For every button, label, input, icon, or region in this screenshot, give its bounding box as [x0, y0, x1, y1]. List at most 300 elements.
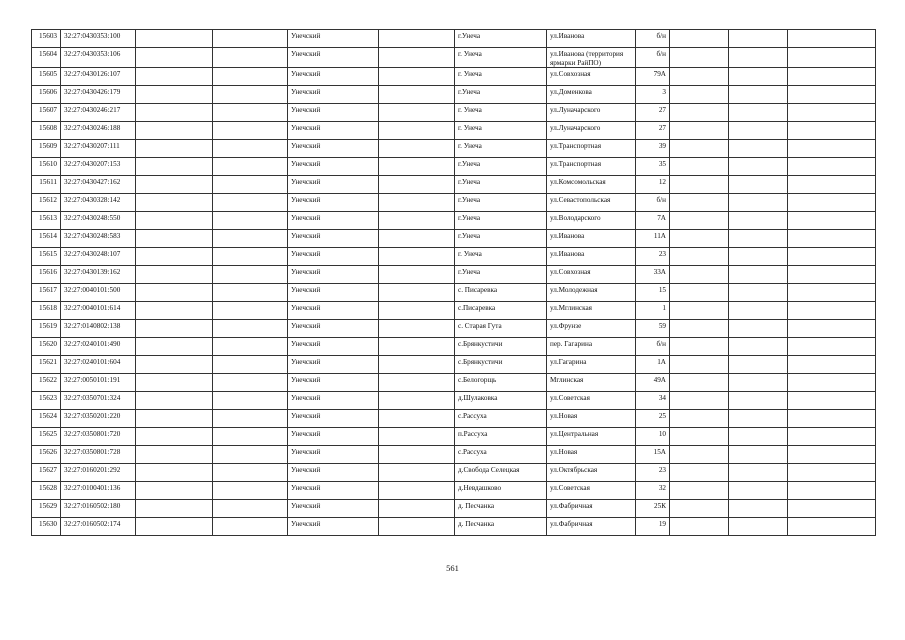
col-empty-6-cell: [788, 212, 876, 230]
house-number-cell: 3: [636, 86, 670, 104]
cadastral-number-cell: 32:27:0430248:107: [61, 248, 136, 266]
record-number-cell: 15620: [32, 338, 61, 356]
house-number-cell: б/н: [636, 194, 670, 212]
settlement-cell: с.Рассуха: [455, 410, 547, 428]
street-cell: ул.Фабричная: [547, 518, 636, 536]
col-empty-5-cell: [729, 518, 788, 536]
cadastral-number-cell: 32:27:0350701:324: [61, 392, 136, 410]
col-empty-1-cell: [136, 68, 213, 86]
record-number-cell: 15610: [32, 158, 61, 176]
table-row: [32, 140, 876, 158]
col-empty-6-cell: [788, 464, 876, 482]
district-cell: Унечский: [288, 284, 379, 302]
col-empty-6-cell: [788, 140, 876, 158]
house-number-cell: 7А: [636, 212, 670, 230]
street-cell: ул.Володарского: [547, 212, 636, 230]
col-empty-2-cell: [213, 140, 288, 158]
col-empty-4-cell: [670, 446, 729, 464]
district-cell: Унечский: [288, 194, 379, 212]
col-empty-1-cell: [136, 320, 213, 338]
settlement-cell: с. Писаревка: [455, 284, 547, 302]
col-empty-5-cell: [729, 410, 788, 428]
col-empty-2-cell: [213, 500, 288, 518]
record-number-cell: 15611: [32, 176, 61, 194]
col-empty-2-cell: [213, 302, 288, 320]
col-empty-4-cell: [670, 374, 729, 392]
col-empty-3-cell: [379, 518, 455, 536]
cadastral-number-cell: 32:27:0430207:111: [61, 140, 136, 158]
col-empty-4-cell: [670, 482, 729, 500]
col-empty-4-cell: [670, 266, 729, 284]
street-cell: ул.Транспортная: [547, 158, 636, 176]
col-empty-2-cell: [213, 212, 288, 230]
settlement-cell: г.Унеча: [455, 176, 547, 194]
settlement-cell: г.Унеча: [455, 158, 547, 176]
col-empty-3-cell: [379, 284, 455, 302]
house-number-cell: 15: [636, 284, 670, 302]
cadastral-number-cell: 32:27:0160201:292: [61, 464, 136, 482]
table-row: [32, 266, 876, 284]
record-number-cell: 15617: [32, 284, 61, 302]
settlement-cell: г.Унеча: [455, 266, 547, 284]
col-empty-5-cell: [729, 428, 788, 446]
col-empty-5-cell: [729, 482, 788, 500]
street-cell: ул.Советская: [547, 392, 636, 410]
col-empty-6-cell: [788, 104, 876, 122]
col-empty-5-cell: [729, 194, 788, 212]
col-empty-3-cell: [379, 140, 455, 158]
col-empty-4-cell: [670, 86, 729, 104]
table-row: [32, 464, 876, 482]
street-cell: ул.Транспортная: [547, 140, 636, 158]
street-cell: ул.Новая: [547, 446, 636, 464]
col-empty-4-cell: [670, 428, 729, 446]
col-empty-4-cell: [670, 158, 729, 176]
col-empty-5-cell: [729, 158, 788, 176]
col-empty-3-cell: [379, 410, 455, 428]
house-number-cell: 34: [636, 392, 670, 410]
district-cell: Унечский: [288, 48, 379, 68]
col-empty-1-cell: [136, 158, 213, 176]
table-row: [32, 68, 876, 86]
cadastral-number-cell: 32:27:0430353:106: [61, 48, 136, 68]
col-empty-4-cell: [670, 320, 729, 338]
col-empty-2-cell: [213, 230, 288, 248]
col-empty-4-cell: [670, 194, 729, 212]
record-number-cell: 15606: [32, 86, 61, 104]
cadastral-number-cell: 32:27:0140802:138: [61, 320, 136, 338]
col-empty-6-cell: [788, 194, 876, 212]
district-cell: Унечский: [288, 104, 379, 122]
col-empty-6-cell: [788, 446, 876, 464]
col-empty-2-cell: [213, 158, 288, 176]
col-empty-6-cell: [788, 374, 876, 392]
col-empty-5-cell: [729, 284, 788, 302]
col-empty-6-cell: [788, 518, 876, 536]
col-empty-4-cell: [670, 248, 729, 266]
settlement-cell: г.Унеча: [455, 86, 547, 104]
table-row: [32, 48, 876, 68]
col-empty-4-cell: [670, 230, 729, 248]
cadastral-number-cell: 32:27:0430248:583: [61, 230, 136, 248]
table-row: [32, 122, 876, 140]
cadastral-number-cell: 32:27:0350801:728: [61, 446, 136, 464]
col-empty-2-cell: [213, 48, 288, 68]
col-empty-1-cell: [136, 482, 213, 500]
street-cell: ул.Фрунзе: [547, 320, 636, 338]
record-number-cell: 15607: [32, 104, 61, 122]
col-empty-6-cell: [788, 86, 876, 104]
house-number-cell: 79А: [636, 68, 670, 86]
district-cell: Унечский: [288, 374, 379, 392]
col-empty-5-cell: [729, 68, 788, 86]
record-number-cell: 15616: [32, 266, 61, 284]
settlement-cell: с. Старая Гута: [455, 320, 547, 338]
record-number-cell: 15625: [32, 428, 61, 446]
col-empty-5-cell: [729, 356, 788, 374]
district-cell: Унечский: [288, 86, 379, 104]
col-empty-4-cell: [670, 464, 729, 482]
col-empty-3-cell: [379, 48, 455, 68]
col-empty-6-cell: [788, 248, 876, 266]
col-empty-1-cell: [136, 122, 213, 140]
col-empty-6-cell: [788, 302, 876, 320]
table-row: [32, 212, 876, 230]
col-empty-6-cell: [788, 176, 876, 194]
col-empty-5-cell: [729, 500, 788, 518]
house-number-cell: 49А: [636, 374, 670, 392]
col-empty-5-cell: [729, 48, 788, 68]
district-cell: Унечский: [288, 464, 379, 482]
col-empty-1-cell: [136, 356, 213, 374]
col-empty-1-cell: [136, 194, 213, 212]
house-number-cell: б/н: [636, 338, 670, 356]
street-cell: ул.Севастопольская: [547, 194, 636, 212]
district-cell: Унечский: [288, 428, 379, 446]
table-row: [32, 356, 876, 374]
col-empty-5-cell: [729, 248, 788, 266]
record-number-cell: 15621: [32, 356, 61, 374]
district-cell: Унечский: [288, 122, 379, 140]
record-number-cell: 15604: [32, 48, 61, 68]
district-cell: Унечский: [288, 356, 379, 374]
settlement-cell: г.Унеча: [455, 194, 547, 212]
col-empty-1-cell: [136, 410, 213, 428]
district-cell: Унечский: [288, 500, 379, 518]
cadastral-number-cell: 32:27:0040101:500: [61, 284, 136, 302]
house-number-cell: 15А: [636, 446, 670, 464]
col-empty-1-cell: [136, 48, 213, 68]
street-cell: ул.Совхозная: [547, 68, 636, 86]
col-empty-5-cell: [729, 140, 788, 158]
col-empty-5-cell: [729, 320, 788, 338]
settlement-cell: д.Свобода Селецкая: [455, 464, 547, 482]
street-cell: ул.Иванова (территория ярмарки РайПО): [547, 48, 636, 68]
col-empty-4-cell: [670, 356, 729, 374]
settlement-cell: с.Белогорщь: [455, 374, 547, 392]
table-row: [32, 482, 876, 500]
settlement-cell: г. Унеча: [455, 48, 547, 68]
col-empty-3-cell: [379, 338, 455, 356]
record-number-cell: 15618: [32, 302, 61, 320]
table-row: [32, 86, 876, 104]
col-empty-4-cell: [670, 284, 729, 302]
house-number-cell: 59: [636, 320, 670, 338]
house-number-cell: б/н: [636, 48, 670, 68]
record-number-cell: 15623: [32, 392, 61, 410]
settlement-cell: с.Писаревка: [455, 302, 547, 320]
street-cell: ул.Молодежная: [547, 284, 636, 302]
record-number-cell: 15614: [32, 230, 61, 248]
house-number-cell: 32: [636, 482, 670, 500]
col-empty-2-cell: [213, 86, 288, 104]
cadastral-number-cell: 32:27:0430426:179: [61, 86, 136, 104]
col-empty-4-cell: [670, 140, 729, 158]
col-empty-6-cell: [788, 338, 876, 356]
col-empty-1-cell: [136, 230, 213, 248]
col-empty-3-cell: [379, 446, 455, 464]
col-empty-5-cell: [729, 302, 788, 320]
col-empty-4-cell: [670, 518, 729, 536]
street-cell: ул.Доменкова: [547, 86, 636, 104]
col-empty-4-cell: [670, 212, 729, 230]
col-empty-5-cell: [729, 230, 788, 248]
table-row: [32, 500, 876, 518]
settlement-cell: г. Унеча: [455, 68, 547, 86]
col-empty-1-cell: [136, 428, 213, 446]
table-row: [32, 374, 876, 392]
col-empty-1-cell: [136, 446, 213, 464]
street-cell: ул.Иванова: [547, 248, 636, 266]
house-number-cell: 39: [636, 140, 670, 158]
record-number-cell: 15626: [32, 446, 61, 464]
cadastral-number-cell: 32:27:0240101:490: [61, 338, 136, 356]
registry-table: [31, 29, 876, 536]
cadastral-number-cell: 32:27:0430207:153: [61, 158, 136, 176]
table-row: [32, 104, 876, 122]
col-empty-2-cell: [213, 518, 288, 536]
col-empty-5-cell: [729, 30, 788, 48]
cadastral-number-cell: 32:27:0350801:720: [61, 428, 136, 446]
cadastral-number-cell: 32:27:0430328:142: [61, 194, 136, 212]
house-number-cell: 23: [636, 464, 670, 482]
street-cell: ул.Мглинская: [547, 302, 636, 320]
cadastral-number-cell: 32:27:0160502:180: [61, 500, 136, 518]
settlement-cell: г. Унеча: [455, 140, 547, 158]
district-cell: Унечский: [288, 338, 379, 356]
col-empty-2-cell: [213, 464, 288, 482]
col-empty-6-cell: [788, 158, 876, 176]
col-empty-6-cell: [788, 48, 876, 68]
col-empty-5-cell: [729, 446, 788, 464]
house-number-cell: 25: [636, 410, 670, 428]
col-empty-2-cell: [213, 446, 288, 464]
settlement-cell: с.Рассуха: [455, 446, 547, 464]
col-empty-2-cell: [213, 428, 288, 446]
col-empty-5-cell: [729, 86, 788, 104]
col-empty-2-cell: [213, 104, 288, 122]
table-row: [32, 176, 876, 194]
street-cell: Мглинская: [547, 374, 636, 392]
col-empty-5-cell: [729, 122, 788, 140]
col-empty-2-cell: [213, 284, 288, 302]
settlement-cell: г. Унеча: [455, 122, 547, 140]
street-cell: ул.Иванова: [547, 30, 636, 48]
street-cell: ул.Новая: [547, 410, 636, 428]
col-empty-2-cell: [213, 320, 288, 338]
col-empty-3-cell: [379, 212, 455, 230]
col-empty-3-cell: [379, 176, 455, 194]
table-row: [32, 518, 876, 536]
col-empty-3-cell: [379, 104, 455, 122]
col-empty-6-cell: [788, 284, 876, 302]
table-row: [32, 446, 876, 464]
house-number-cell: 33А: [636, 266, 670, 284]
house-number-cell: 23: [636, 248, 670, 266]
table-row: [32, 410, 876, 428]
street-cell: ул.Фабричная: [547, 500, 636, 518]
col-empty-2-cell: [213, 248, 288, 266]
record-number-cell: 15605: [32, 68, 61, 86]
street-cell: ул.Совхозная: [547, 266, 636, 284]
col-empty-3-cell: [379, 320, 455, 338]
street-cell: ул.Луначарского: [547, 122, 636, 140]
cadastral-number-cell: 32:27:0050101:191: [61, 374, 136, 392]
col-empty-2-cell: [213, 122, 288, 140]
col-empty-3-cell: [379, 374, 455, 392]
table-row: [32, 284, 876, 302]
col-empty-4-cell: [670, 500, 729, 518]
page-number: 561: [446, 563, 459, 573]
settlement-cell: д.Невдашково: [455, 482, 547, 500]
settlement-cell: г.Унеча: [455, 212, 547, 230]
col-empty-1-cell: [136, 176, 213, 194]
street-cell: ул.Луначарского: [547, 104, 636, 122]
col-empty-2-cell: [213, 356, 288, 374]
house-number-cell: 19: [636, 518, 670, 536]
record-number-cell: 15628: [32, 482, 61, 500]
table-row: [32, 302, 876, 320]
record-number-cell: 15622: [32, 374, 61, 392]
col-empty-3-cell: [379, 392, 455, 410]
col-empty-4-cell: [670, 30, 729, 48]
district-cell: Унечский: [288, 410, 379, 428]
col-empty-2-cell: [213, 374, 288, 392]
street-cell: ул.Комсомольская: [547, 176, 636, 194]
district-cell: Унечский: [288, 320, 379, 338]
table-row: [32, 248, 876, 266]
settlement-cell: г.Унеча: [455, 30, 547, 48]
record-number-cell: 15603: [32, 30, 61, 48]
col-empty-4-cell: [670, 176, 729, 194]
house-number-cell: 1: [636, 302, 670, 320]
col-empty-3-cell: [379, 122, 455, 140]
col-empty-1-cell: [136, 266, 213, 284]
district-cell: Унечский: [288, 248, 379, 266]
col-empty-4-cell: [670, 392, 729, 410]
settlement-cell: г.Унеча: [455, 230, 547, 248]
street-cell: ул.Советская: [547, 482, 636, 500]
cadastral-number-cell: 32:27:0430246:217: [61, 104, 136, 122]
street-cell: ул.Октябрьская: [547, 464, 636, 482]
cadastral-number-cell: 32:27:0100401:136: [61, 482, 136, 500]
col-empty-3-cell: [379, 500, 455, 518]
col-empty-6-cell: [788, 230, 876, 248]
district-cell: Унечский: [288, 140, 379, 158]
record-number-cell: 15619: [32, 320, 61, 338]
col-empty-1-cell: [136, 86, 213, 104]
col-empty-4-cell: [670, 302, 729, 320]
col-empty-5-cell: [729, 104, 788, 122]
house-number-cell: 10: [636, 428, 670, 446]
col-empty-3-cell: [379, 482, 455, 500]
col-empty-6-cell: [788, 482, 876, 500]
col-empty-3-cell: [379, 194, 455, 212]
house-number-cell: 35: [636, 158, 670, 176]
district-cell: Унечский: [288, 212, 379, 230]
district-cell: Унечский: [288, 392, 379, 410]
col-empty-1-cell: [136, 248, 213, 266]
col-empty-2-cell: [213, 410, 288, 428]
col-empty-4-cell: [670, 338, 729, 356]
house-number-cell: б/н: [636, 30, 670, 48]
street-cell: ул.Центральная: [547, 428, 636, 446]
record-number-cell: 15613: [32, 212, 61, 230]
district-cell: Унечский: [288, 176, 379, 194]
cadastral-number-cell: 32:27:0350201:220: [61, 410, 136, 428]
col-empty-5-cell: [729, 176, 788, 194]
col-empty-3-cell: [379, 68, 455, 86]
col-empty-1-cell: [136, 392, 213, 410]
record-number-cell: 15612: [32, 194, 61, 212]
table-row: [32, 158, 876, 176]
col-empty-5-cell: [729, 392, 788, 410]
col-empty-1-cell: [136, 284, 213, 302]
street-cell: пер. Гагарина: [547, 338, 636, 356]
settlement-cell: п.Рассуха: [455, 428, 547, 446]
col-empty-3-cell: [379, 266, 455, 284]
col-empty-5-cell: [729, 464, 788, 482]
col-empty-4-cell: [670, 122, 729, 140]
house-number-cell: 12: [636, 176, 670, 194]
col-empty-2-cell: [213, 194, 288, 212]
district-cell: Унечский: [288, 518, 379, 536]
record-number-cell: 15630: [32, 518, 61, 536]
col-empty-1-cell: [136, 518, 213, 536]
col-empty-6-cell: [788, 68, 876, 86]
district-cell: Унечский: [288, 30, 379, 48]
col-empty-5-cell: [729, 338, 788, 356]
col-empty-4-cell: [670, 104, 729, 122]
settlement-cell: д.Шулаковка: [455, 392, 547, 410]
district-cell: Унечский: [288, 68, 379, 86]
col-empty-3-cell: [379, 158, 455, 176]
col-empty-2-cell: [213, 266, 288, 284]
house-number-cell: 1А: [636, 356, 670, 374]
settlement-cell: с.Брянкустичи: [455, 356, 547, 374]
table-row: [32, 338, 876, 356]
col-empty-6-cell: [788, 356, 876, 374]
col-empty-6-cell: [788, 410, 876, 428]
table-row: [32, 392, 876, 410]
cadastral-number-cell: 32:27:0240101:604: [61, 356, 136, 374]
cadastral-number-cell: 32:27:0430246:188: [61, 122, 136, 140]
col-empty-1-cell: [136, 500, 213, 518]
house-number-cell: 25К: [636, 500, 670, 518]
district-cell: Унечский: [288, 302, 379, 320]
cadastral-number-cell: 32:27:0430248:550: [61, 212, 136, 230]
cadastral-number-cell: 32:27:0430353:100: [61, 30, 136, 48]
